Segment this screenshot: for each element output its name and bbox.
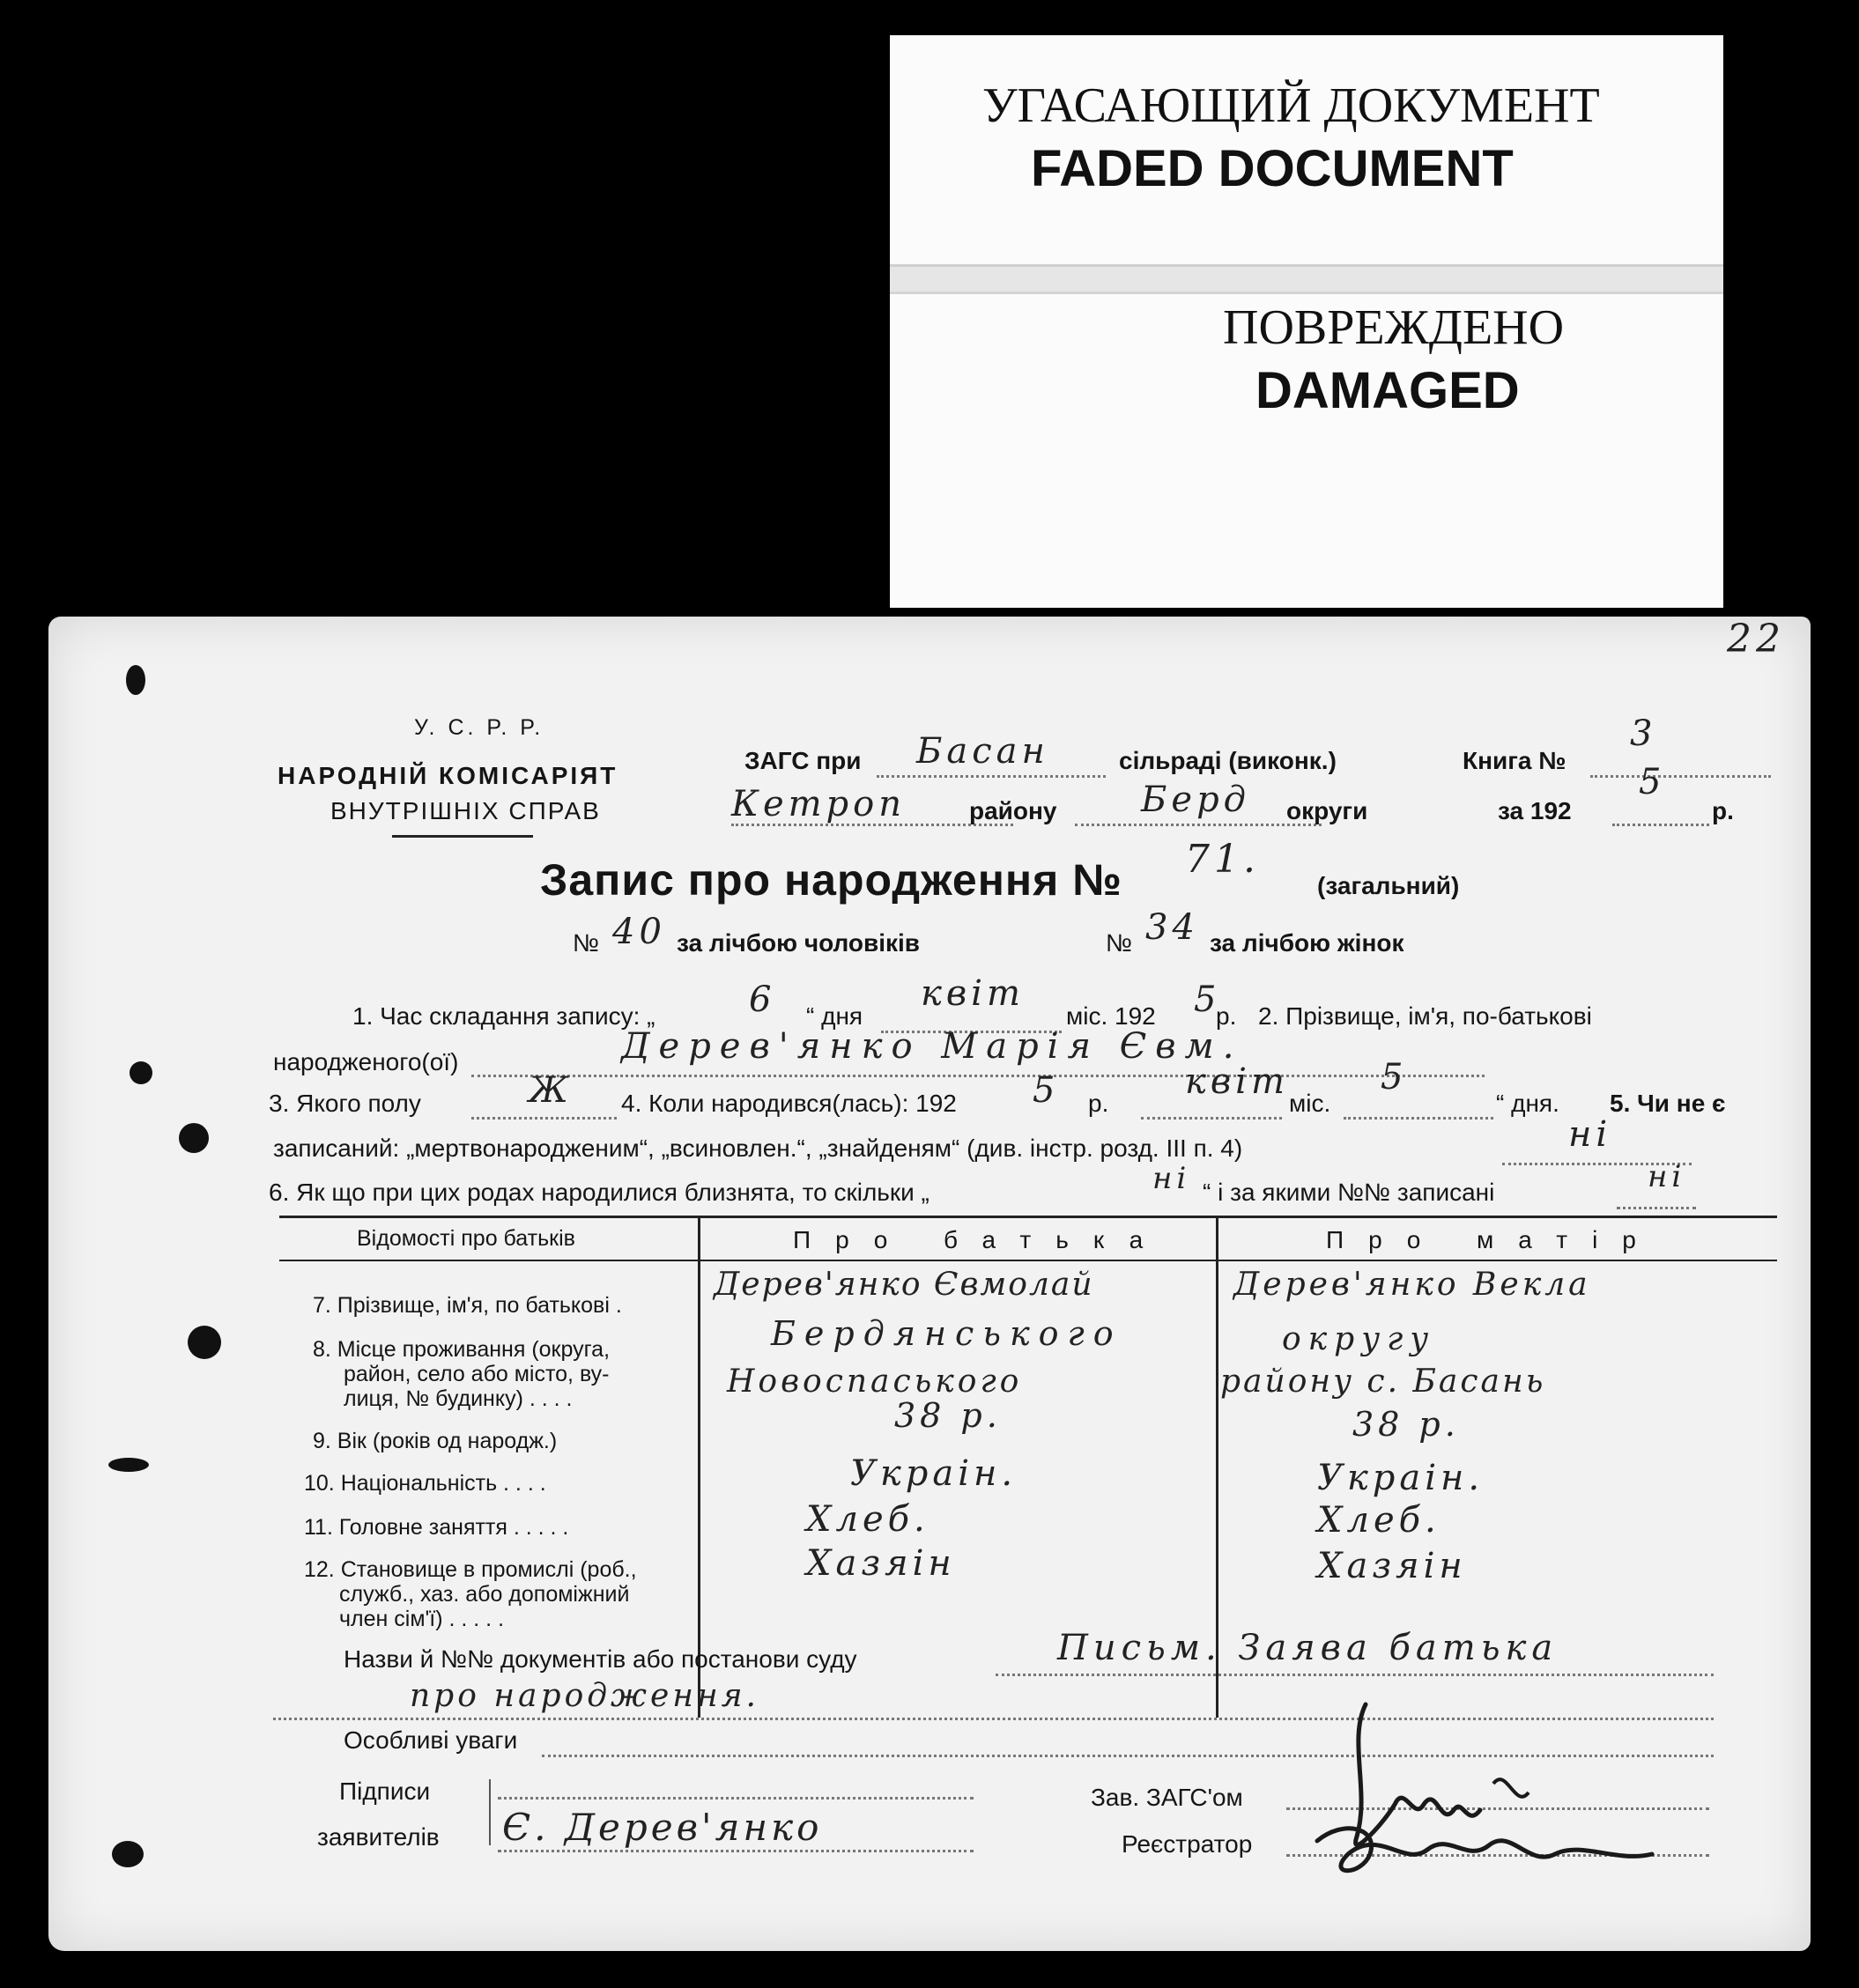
mother-district: району с. Басань bbox=[1220, 1364, 1546, 1400]
father-okruh: Бердянського bbox=[771, 1314, 1122, 1353]
father-occupation: Хлеб. bbox=[806, 1499, 930, 1540]
female-number: 34 bbox=[1145, 907, 1199, 948]
q4-month-line bbox=[1141, 1117, 1282, 1120]
row-label-12b: служб., хаз. або допоміжний bbox=[339, 1582, 630, 1607]
table-divider-1 bbox=[698, 1216, 700, 1718]
q4-label: 4. Коли народився(лась): 192 bbox=[621, 1090, 957, 1117]
q6-mid: “ і за якими №№ записані bbox=[1203, 1179, 1495, 1206]
damaged-ru: ПОВРЕЖДЕНО bbox=[1223, 300, 1565, 355]
zags-value: Басан bbox=[916, 731, 1049, 772]
punch-hole bbox=[179, 1123, 209, 1153]
zags-prefix: ЗАГС при bbox=[744, 747, 862, 774]
q4-dnya: “ дня. bbox=[1496, 1090, 1559, 1117]
q2-line bbox=[471, 1075, 1485, 1077]
table-col3-header: Про матір bbox=[1326, 1226, 1661, 1253]
father-nationality: Украін. bbox=[850, 1453, 1018, 1494]
q4-month: квіт bbox=[1185, 1061, 1289, 1102]
year-suffix: р. bbox=[1712, 797, 1734, 824]
q5-line2: записаний: „мертвонародженим“, „всиновлен.“, „знайденям“ (див. інстр. розд. III п. 4) bbox=[273, 1134, 1243, 1162]
q4-day: 5 bbox=[1381, 1057, 1408, 1097]
book-label: Книга № bbox=[1463, 747, 1566, 774]
row-label-10: 10. Національність . . . . bbox=[304, 1471, 546, 1496]
selradi-label: сільраді (виконк.) bbox=[1119, 747, 1337, 774]
q1-r: р. bbox=[1216, 1002, 1237, 1030]
registrar-signature bbox=[1264, 1687, 1705, 1907]
faded-en: FADED DOCUMENT bbox=[1031, 140, 1514, 197]
record-general: (загальний) bbox=[1317, 872, 1460, 899]
punch-hole bbox=[130, 1061, 152, 1084]
damaged-en: DAMAGED bbox=[1255, 362, 1520, 419]
year-value: 5 bbox=[1639, 762, 1666, 802]
punch-hole bbox=[188, 1326, 221, 1359]
docs-label: Назви й №№ документів або постанови суду bbox=[344, 1645, 857, 1673]
docs-value: Письм. Заява батька bbox=[1057, 1628, 1559, 1668]
q4-mis: міс. bbox=[1289, 1090, 1331, 1117]
punch-hole bbox=[108, 1458, 149, 1472]
q6-line bbox=[1617, 1207, 1696, 1209]
q4-year: 5 bbox=[1033, 1070, 1060, 1111]
page-number: 22 bbox=[1727, 617, 1785, 661]
table-col2-header: Про батька bbox=[793, 1226, 1168, 1253]
q1-dnya: “ дня bbox=[806, 1002, 863, 1030]
father-status: Хазяін bbox=[806, 1543, 956, 1584]
okruh-value: Берд bbox=[1141, 780, 1251, 820]
father-age: 38 р. bbox=[894, 1396, 1002, 1435]
table-col1-header: Відомості про батьків bbox=[357, 1226, 575, 1251]
male-prefix: № bbox=[573, 929, 600, 957]
year-line bbox=[1612, 824, 1709, 826]
q3-line bbox=[471, 1117, 617, 1120]
punch-hole bbox=[112, 1841, 144, 1867]
mother-nationality: Украін. bbox=[1317, 1458, 1485, 1498]
district-label: району bbox=[969, 797, 1057, 824]
row-label-8: 8. Місце проживання (округа, bbox=[313, 1337, 611, 1362]
docs-line bbox=[996, 1674, 1714, 1676]
head-label: Зав. ЗАГС'ом bbox=[1091, 1784, 1243, 1811]
mother-name: Дерев'янко Векла bbox=[1233, 1267, 1591, 1303]
row-label-11: 11. Головне заняття . . . . . bbox=[304, 1515, 569, 1540]
docs-value2: про народження. bbox=[410, 1678, 759, 1714]
commissariat-line2: ВНУТРІШНІХ СПРАВ bbox=[330, 797, 601, 824]
q5-label: 5. Чи не є bbox=[1610, 1090, 1726, 1117]
row-label-7: 7. Прізвище, ім'я, по батькові . bbox=[313, 1293, 622, 1318]
q6-value2: ні bbox=[1648, 1159, 1686, 1194]
zags-line bbox=[877, 775, 1106, 778]
row-label-9: 9. Вік (років од народж.) bbox=[313, 1429, 558, 1453]
label-fold bbox=[890, 264, 1723, 294]
okruh-label: округи bbox=[1286, 797, 1368, 824]
faded-ru: УГАСАЮЩИЙ ДОКУМЕНТ bbox=[982, 78, 1600, 133]
q1-year: 5 bbox=[1194, 979, 1221, 1020]
district-value: Кетроп bbox=[731, 784, 907, 824]
applicants-line1 bbox=[498, 1797, 974, 1800]
father-name: Дерев'янко Євмолай bbox=[714, 1267, 1094, 1303]
applicants-label-2: заявителів bbox=[317, 1823, 440, 1851]
father-district: Новоспаського bbox=[727, 1364, 1023, 1400]
male-label: за лічбою чоловіків bbox=[677, 929, 920, 957]
q4-r: р. bbox=[1088, 1090, 1109, 1117]
mother-occupation: Хлеб. bbox=[1317, 1500, 1441, 1541]
q4-day-line bbox=[1344, 1117, 1493, 1120]
table-header-rule bbox=[279, 1260, 1777, 1261]
row-label-12: 12. Становище в промислі (роб., bbox=[304, 1557, 637, 1582]
q2-value: Дерев'янко Марія Євм. bbox=[621, 1026, 1243, 1067]
applicants-bracket bbox=[489, 1779, 491, 1845]
header-rule bbox=[392, 835, 533, 838]
mother-status: Хазяін bbox=[1317, 1546, 1467, 1586]
applicants-line2 bbox=[498, 1850, 974, 1852]
row-label-8c: лиця, № будинку) . . . . bbox=[344, 1386, 573, 1411]
row-label-12c: член сім'ї) . . . . . bbox=[339, 1607, 505, 1631]
okruh-line bbox=[1075, 824, 1322, 826]
q2-line2: народженого(ої) bbox=[273, 1048, 459, 1075]
female-label: за лічбою жінок bbox=[1210, 929, 1404, 957]
q6-value: ні bbox=[1152, 1161, 1191, 1196]
q2-label: 2. Прізвище, ім'я, по-батькові bbox=[1258, 1002, 1592, 1030]
record-title: Запис про народження № bbox=[540, 855, 1122, 905]
q3-label: 3. Якого полу bbox=[269, 1090, 421, 1117]
male-number: 40 bbox=[612, 912, 666, 952]
applicant-signature: Є. Дерев'янко bbox=[502, 1806, 823, 1849]
notes-label: Особливі уваги bbox=[344, 1726, 518, 1754]
mother-age: 38 р. bbox=[1352, 1405, 1460, 1444]
applicants-label-1: Підписи bbox=[339, 1777, 431, 1805]
registrar-label: Реєстратор bbox=[1122, 1830, 1253, 1858]
q1-mis: міс. 192 bbox=[1066, 1002, 1156, 1030]
q1-day: 6 bbox=[749, 979, 776, 1020]
punch-hole bbox=[126, 665, 145, 695]
table-top-rule bbox=[279, 1216, 1777, 1218]
book-line bbox=[1590, 775, 1771, 778]
q6-label: 6. Як що при цих родах народилися близнята, то скільки „ bbox=[269, 1179, 930, 1206]
mother-okruh: округу bbox=[1282, 1321, 1436, 1357]
archive-label-card bbox=[890, 35, 1723, 608]
female-prefix: № bbox=[1106, 929, 1133, 957]
commissariat-line1: НАРОДНІЙ КОМІСАРІЯТ bbox=[278, 762, 618, 789]
record-number: 71. bbox=[1185, 837, 1260, 882]
birth-record-sheet bbox=[48, 617, 1811, 1951]
book-value: 3 bbox=[1630, 713, 1657, 754]
q1-label: 1. Час складання запису: „ bbox=[352, 1002, 655, 1030]
year-prefix: за 192 bbox=[1498, 797, 1572, 824]
republic: У. С. Р. Р. bbox=[414, 715, 544, 740]
q5-value: ні bbox=[1568, 1114, 1612, 1155]
row-label-8b: район, село або місто, ву- bbox=[344, 1362, 610, 1386]
q1-month: квіт bbox=[921, 973, 1025, 1014]
q3-value: Ж bbox=[529, 1070, 573, 1111]
